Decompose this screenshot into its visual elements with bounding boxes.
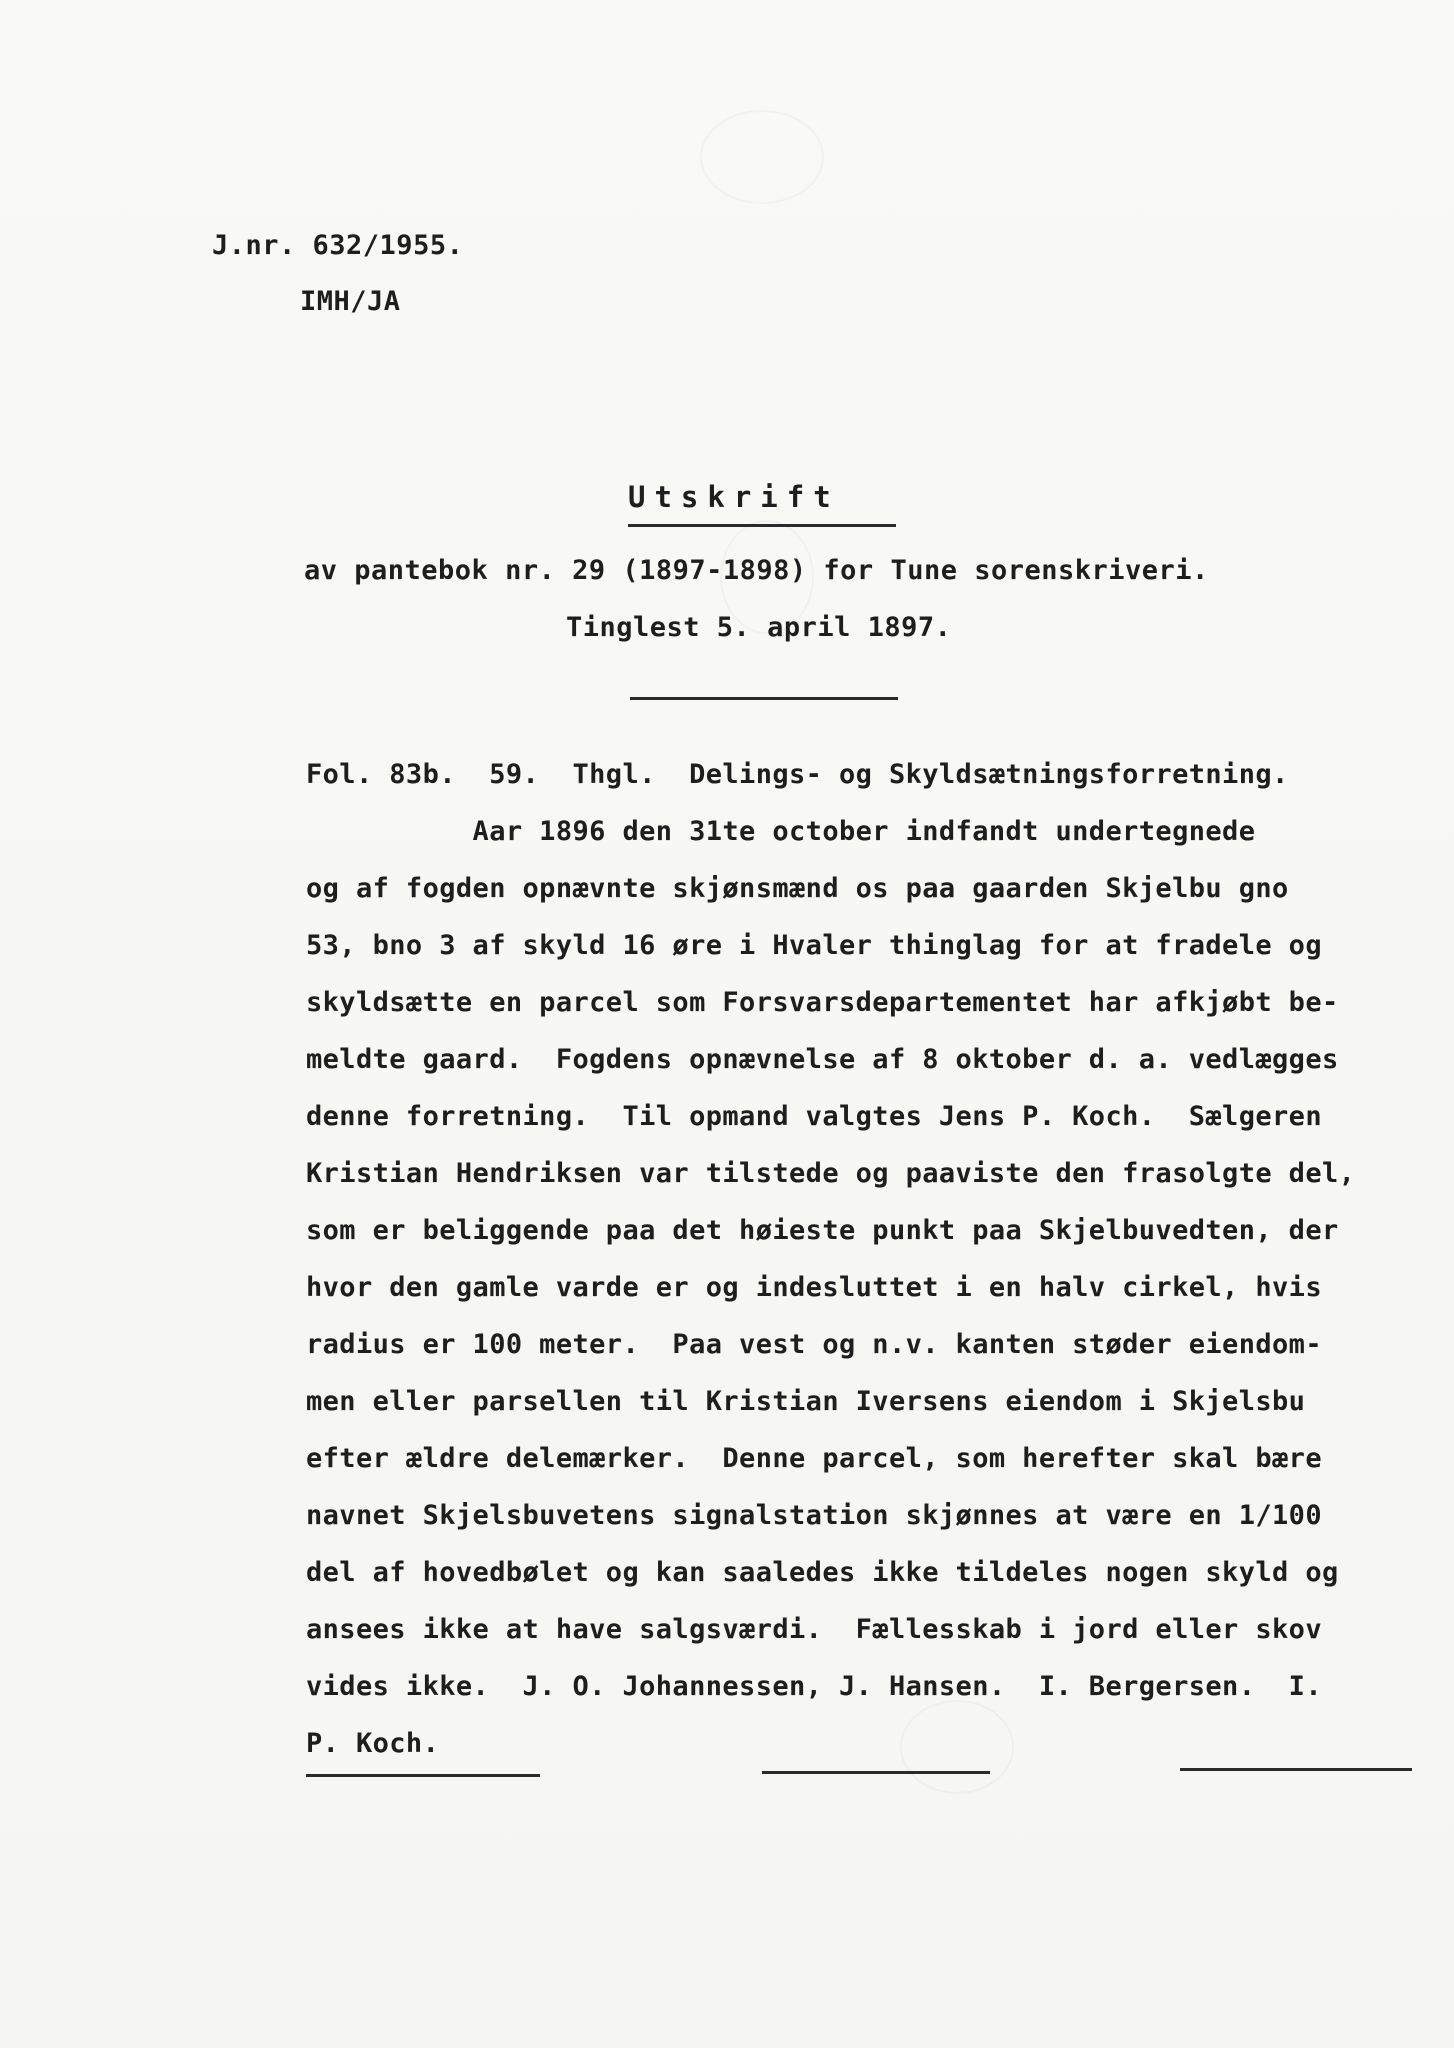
entry-line: radius er 100 meter. Paa vest og n.v. kanten støder eiendom- — [306, 1329, 1322, 1360]
entry-line: Aar 1896 den 31te october indfandt undertegnede — [306, 816, 1256, 847]
title-underline — [628, 524, 896, 527]
entry-line: P. Koch. — [306, 1728, 440, 1759]
initials: IMH/JA — [300, 286, 401, 317]
entry-line: del af hovedbølet og kan saaledes ikke tildeles nogen skyld og — [306, 1557, 1339, 1588]
show-through-mark — [700, 110, 824, 204]
entry-line: 53, bno 3 af skyld 16 øre i Hvaler thinglag for at fradele og — [306, 930, 1322, 961]
entry-line: og af fogden opnævnte skjønsmænd os paa gaarden Skjelbu gno — [306, 873, 1289, 904]
registration-date: Tinglest 5. april 1897. — [566, 612, 952, 643]
journal-number: J.nr. 632/1955. — [212, 230, 464, 261]
closing-rule-left — [306, 1774, 540, 1777]
entry-line: men eller parsellen til Kristian Iversens eiendom i Skjelsbu — [306, 1386, 1306, 1417]
entry-line: meldte gaard. Fogdens opnævnelse af 8 oktober d. a. vedlægges — [306, 1044, 1339, 1075]
entry-line: Kristian Hendriksen var tilstede og paaviste den frasolgte del, — [306, 1158, 1356, 1189]
entry-line: denne forretning. Til opmand valgtes Jens P. Koch. Sælgeren — [306, 1101, 1322, 1132]
entry-line: skyldsætte en parcel som Forsvarsdepartementet har afkjøbt be- — [306, 987, 1339, 1018]
closing-rule-center — [762, 1771, 990, 1774]
entry-line: navnet Skjelsbuvetens signalstation skjønnes at være en 1/100 — [306, 1500, 1322, 1531]
entry-line: som er beliggende paa det høieste punkt paa Skjelbuvedten, der — [306, 1215, 1339, 1246]
entry-line: ansees ikke at have salgsværdi. Fællesskab i jord eller skov — [306, 1614, 1322, 1645]
entry-line: hvor den gamle varde er og indesluttet i en halv cirkel, hvis — [306, 1272, 1322, 1303]
entry-line: efter ældre delemærker. Denne parcel, som herefter skal bære — [306, 1443, 1322, 1474]
source-line: av pantebok nr. 29 (1897-1898) for Tune sorenskriveri. — [304, 555, 1209, 586]
entry-text — [306, 746, 1426, 1772]
entry-line: vides ikke. J. O. Johannessen, J. Hansen. I. Bergersen. I. — [306, 1671, 1322, 1702]
document-title: Utskrift — [628, 480, 840, 514]
entry-line: Fol. 83b. 59. Thgl. Delings- og Skyldsætningsforretning. — [306, 759, 1289, 790]
separator-rule — [630, 697, 898, 700]
closing-rule-right — [1180, 1768, 1412, 1771]
